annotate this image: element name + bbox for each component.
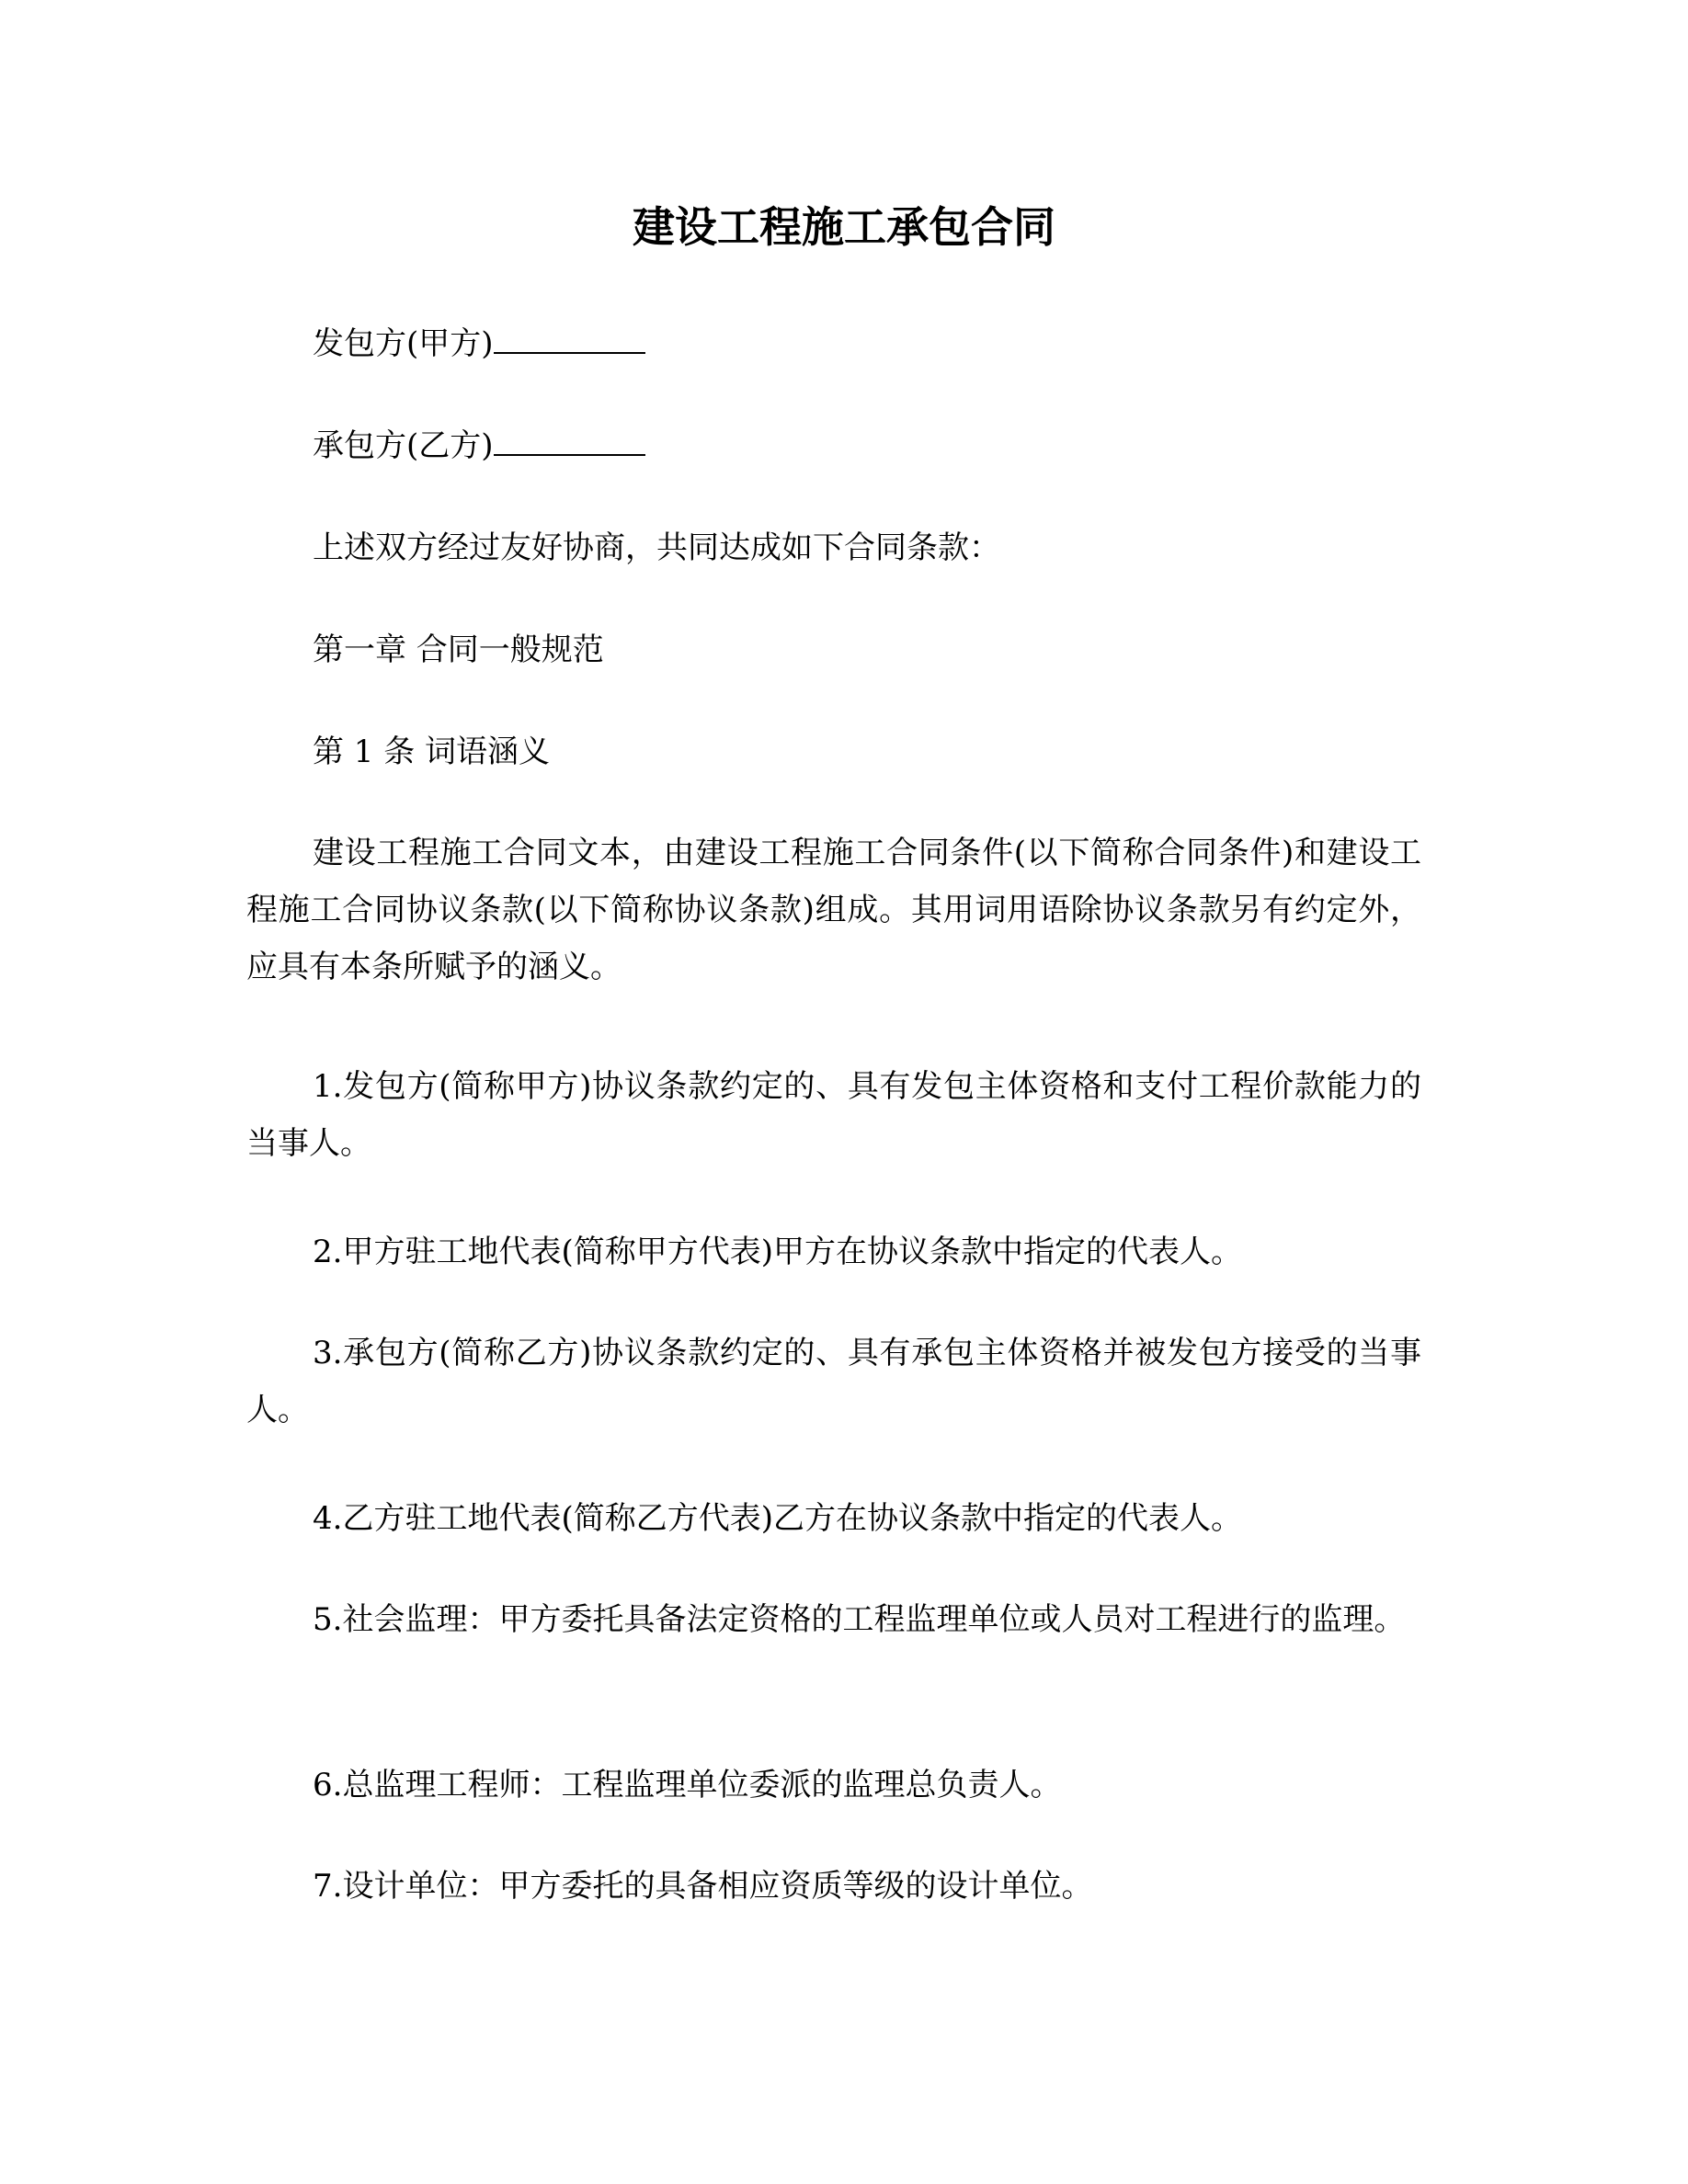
list-item: 3.承包方(简称乙方)协议条款约定的、具有承包主体资格并被发包方接受的当事人。 xyxy=(246,1335,1421,1428)
definition-paragraph: 建设工程施工合同文本，由建设工程施工合同条件(以下简称合同条件)和建设工程施工合同协议条款(以下简称协议条款)组成。其用词用语除协议条款另有约定外，应具有本条所赋予的涵义。 xyxy=(246,835,1421,985)
list-item: 4.乙方驻工地代表(简称乙方代表)乙方在协议条款中指定的代表人。 xyxy=(313,1500,1242,1537)
chapter-heading: 第一章 合同一般规范 xyxy=(313,631,604,668)
party-a-label: 发包方(甲方) xyxy=(313,325,494,362)
list-item: 6.总监理工程师：工程监理单位委派的监理总负责人。 xyxy=(313,1767,1062,1803)
party-a-line xyxy=(313,321,645,367)
list-item: 2.甲方驻工地代表(简称甲方代表)甲方在协议条款中指定的代表人。 xyxy=(313,1234,1242,1270)
article-heading: 第 1 条 词语涵义 xyxy=(313,734,551,770)
party-a-blank xyxy=(494,321,645,354)
party-b-label: 承包方(乙方) xyxy=(313,427,494,464)
list-item: 1.发包方(简称甲方)协议条款约定的、具有发包主体资格和支付工程价款能力的当事人。 xyxy=(246,1068,1421,1162)
list-item: 7.设计单位：甲方委托的具备相应资质等级的设计单位。 xyxy=(313,1868,1093,1905)
party-b-line xyxy=(313,423,645,469)
party-b-blank xyxy=(494,423,645,456)
list-item: 5.社会监理：甲方委托具备法定资格的工程监理单位或人员对工程进行的监理。 xyxy=(313,1601,1406,1638)
document-title: 建设工程施工承包合同 xyxy=(633,202,1055,252)
intro-text: 上述双方经过友好协商，共同达成如下合同条款： xyxy=(313,529,1000,566)
